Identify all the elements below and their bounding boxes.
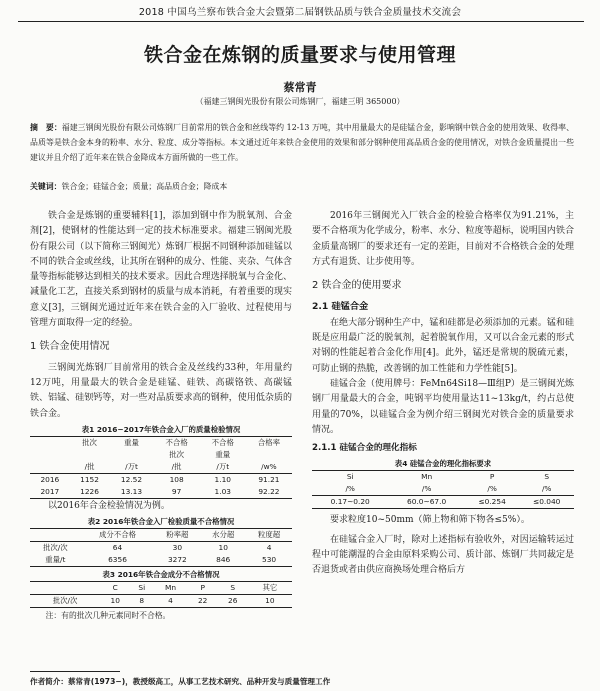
inspection-paragraph: 2016年三钢闽光入厂铁合金的检验合格率仅为91.21%，主要不合格项为化学成分，粉率、水分、粒度等超标，说明国内铁合金质量高钢厂的要求还有一定的差距，目前对不合格铁合金的处理方式有退货、让步使用等。 [312, 211, 574, 267]
table-cell: 8 [139, 596, 145, 606]
table-cell: 91.21 [258, 474, 280, 484]
table-cell: 重量 [124, 437, 139, 447]
table-cell [109, 449, 153, 461]
table-cell: 成分不合格 [99, 530, 136, 540]
table-row [30, 554, 292, 567]
table-cell: /% [345, 484, 355, 494]
table-3-header-row [30, 582, 292, 595]
author-bio-footnote: 作者简介：蔡常青(1973−)，教授级高工，从事工艺技术研究、品种开发与质量管理工作 [30, 677, 331, 686]
table-cell: /% [487, 484, 497, 494]
table-cell: ≤0.040 [533, 497, 561, 507]
table-cell: 合格率 [257, 437, 280, 447]
silicomanganese-paragraph-2: 硅锰合金（使用牌号：FeMn64Si18—Ⅲ组P）是三钢闽光炼钢厂用量最大的合金，吨钢平均使用量达11~13kg/t，约占总使用量的70%，以硅锰合金为例介绍三钢闽光对铁合金的质量要求情况。 [312, 378, 574, 435]
section-1-heading: 1 铁合金使用情况 [30, 341, 110, 353]
table-cell [30, 461, 70, 474]
table-row [30, 595, 292, 608]
table-3 [30, 581, 292, 608]
table-cell: Mn [164, 583, 176, 593]
table-cell: 10 [110, 596, 120, 606]
table-cell: /w% [261, 461, 277, 471]
table-cell: 水分超 [212, 530, 235, 540]
keywords [30, 181, 574, 193]
table-cell: 12.52 [120, 474, 143, 484]
table-cell: S [544, 472, 550, 482]
table-cell: /万t [216, 461, 230, 471]
table-cell [70, 449, 110, 461]
table-cell [246, 449, 292, 461]
table-1-caption: 表1 2016−2017年铁合金入厂的质量检验情况 [81, 424, 241, 434]
keywords-label: 关键词： [30, 182, 62, 191]
table-cell: 批次/次 [42, 543, 68, 553]
table-cell [30, 436, 70, 449]
table-2 [30, 528, 292, 567]
footnote-rule [30, 671, 120, 672]
table-cell: P [200, 583, 205, 593]
table-cell: 10 [265, 596, 275, 606]
table-cell: Mn [421, 472, 433, 482]
table-cell: 97 [171, 486, 182, 496]
table-cell: ≤0.254 [478, 497, 506, 507]
table-cell: C [112, 583, 118, 593]
author-name: 蔡常青 [283, 81, 317, 94]
abstract-label: 摘 要： [30, 123, 62, 132]
table-cell: 重量/t [45, 555, 66, 565]
table-cell: /% [541, 484, 552, 494]
table-cell: 92.22 [258, 486, 280, 496]
table-cell: 4 [266, 543, 272, 553]
abstract-text: 福建三钢闽光股份有限公司炼钢厂目前常用的铁合金和丝线等约 12-13 万吨，其中用量最大的是硅锰合金，影响钢中铁合金的使用效果、收得率、品质等是铁合金本身的粉率、水分、粒度、成分等指标。本文通过近年来铁合金使用的效果和部分钢种使用高品质合金的使用情况，对铁合金质量提出一些建议并且介绍了近年来在铁合金降成本方面所做的一些工作。 [30, 123, 574, 163]
right-column [312, 209, 574, 579]
table-cell: 108 [169, 474, 184, 484]
table-3-note: 注：有的批次几种元素同时不合格。 [45, 611, 171, 621]
granularity-paragraph: 要求粒度10~50mm（筛上物和筛下物各≤5%）。 [330, 515, 530, 526]
table-cell: 2016 [40, 474, 60, 484]
table-cell: 粉率超 [166, 530, 189, 540]
keywords-text: 铁合金；硅锰合金；质量；高品质合金；降成本 [61, 182, 228, 191]
table-cell: 530 [262, 555, 277, 565]
table-cell: 3272 [167, 555, 187, 565]
acceptance-paragraph: 在硅锰合金入厂时，除对上述指标有验收外，对因运输转运过程中可能潮湿的合金由原料采购公司、质计部、炼钢厂共同裁定是否退货或者由供应商换场处理合格后方 [312, 534, 574, 576]
table-cell: 26 [228, 596, 238, 606]
table-cell: 10 [218, 543, 228, 553]
table-cell: 1152 [80, 474, 99, 484]
table-cell: 2017 [40, 486, 60, 496]
conference-header: 2018 中国乌兰察布铁合金大会暨第二届钢铁品质与铁合金质量技术交流会 [138, 7, 462, 18]
table-cell: /批 [84, 461, 95, 471]
table-cell: /% [421, 484, 432, 494]
table-cell: 批次 [169, 449, 185, 459]
table-cell: Si [138, 583, 146, 593]
table-cell: 0.17~0.20 [330, 497, 370, 507]
section-2-heading: 2 铁合金的使用要求 [312, 280, 402, 292]
section-2-1-heading: 2.1 硅锰合金 [312, 301, 369, 313]
table-4-header-row [312, 471, 574, 484]
table-3-caption: 表3 2016年铁合金成分不合格情况 [102, 570, 220, 580]
intro-paragraph: 铁合金是炼钢的重要辅料[1]，添加到钢中作为脱氧剂、合金剂[2]，使钢材的性能达到一定的技术标准要求。福建三钢闽光股份有限公司（以下简称三钢闽光）炼钢厂根据不同钢种添加硅锰以不同的铁合金或丝线，让其所在钢种的成分、性能、夹杂、气体含量等指标能够达到相关的技术要求。因此合理选择脱氧与合金化、减量化工艺，直接关系到钢材的质量与成本消耗，有着重要的现实意义[3]，三钢闽光通过近年来在铁合金的入厂验收、过程使用与管理方面取得一定的经验。 [30, 211, 292, 329]
abstract [30, 120, 574, 166]
table-cell: 6356 [108, 555, 127, 565]
table-cell: 60.0~67.0 [407, 497, 447, 507]
section-1-paragraph: 三钢闽光炼钢厂目前常用的铁合金及丝线约33种，年用量约12万吨，用量最大的铁合金是硅锰、硅铁、高碳铬铁、高碳锰铁、铝锰、硅钡钙等，对一些对品质要求高的钢种，使用低杂质的铁合金。 [30, 362, 292, 419]
table-4-caption: 表4 硅锰合金的理化指标要求 [394, 459, 492, 469]
table-1 [30, 436, 292, 499]
table-cell: 30 [172, 543, 183, 553]
section-2-1-1-heading: 2.1.1 硅锰合金的理化指标 [312, 443, 417, 454]
table-row [30, 486, 292, 499]
table-cell: S [230, 583, 236, 593]
table-cell: 粒度超 [257, 530, 281, 540]
paper-title: 铁合金在炼钢的质量要求与使用管理 [143, 44, 456, 66]
table-4-units-row [312, 483, 574, 496]
table-cell [30, 529, 81, 542]
table-row [312, 496, 574, 509]
table-1-units-row [30, 461, 292, 474]
table-2-header-row [30, 529, 292, 542]
table-1-note: 以2016年合金检验情况为例。 [48, 500, 170, 511]
table-cell: 64 [112, 543, 123, 553]
table-row [30, 542, 292, 555]
table-cell: 不合格 [211, 437, 234, 447]
table-cell: 4 [168, 596, 173, 606]
table-cell: 1226 [80, 486, 99, 496]
silicomanganese-paragraph-1: 在绝大部分钢种生产中，锰和硅都是必须添加的元素。锰和硅既是应用最广泛的脱氧剂，起着脱氧作用，又可以合金元素的形式对钢的性能起着合金化作用[4]。此外，锰还是常规的脱硫元素，可防止钢的热脆，改善钢的加工性能和力学性能[5]。 [312, 317, 574, 374]
table-cell: /万t [125, 461, 138, 471]
table-cell: 批次/次 [52, 596, 78, 606]
table-cell: 1.10 [214, 474, 231, 484]
table-cell: Si [346, 472, 354, 482]
table-cell: P [489, 472, 495, 482]
author-affiliation: （福建三钢闽光股份有限公司炼钢厂，福建三明 365000） [195, 97, 405, 106]
header-rule [18, 21, 584, 22]
table-cell [30, 582, 100, 595]
table-1-header-row-2 [30, 449, 292, 461]
table-cell: /批 [171, 461, 182, 471]
table-row [30, 473, 292, 486]
table-4 [312, 470, 574, 509]
table-cell: 批次 [82, 437, 97, 447]
table-cell: 1.03 [214, 486, 231, 496]
table-cell: 其它 [262, 583, 278, 593]
table-cell: 重量 [215, 449, 231, 459]
table-2-caption: 表2 2016年铁合金入厂检验质量不合格情况 [87, 517, 235, 527]
left-column [30, 209, 292, 623]
table-1-header-row [30, 436, 292, 449]
table-cell: 不合格 [165, 437, 188, 447]
table-cell: 846 [216, 555, 231, 565]
table-cell: 13.13 [120, 486, 143, 496]
table-cell [30, 449, 70, 461]
table-cell: 22 [197, 596, 208, 606]
